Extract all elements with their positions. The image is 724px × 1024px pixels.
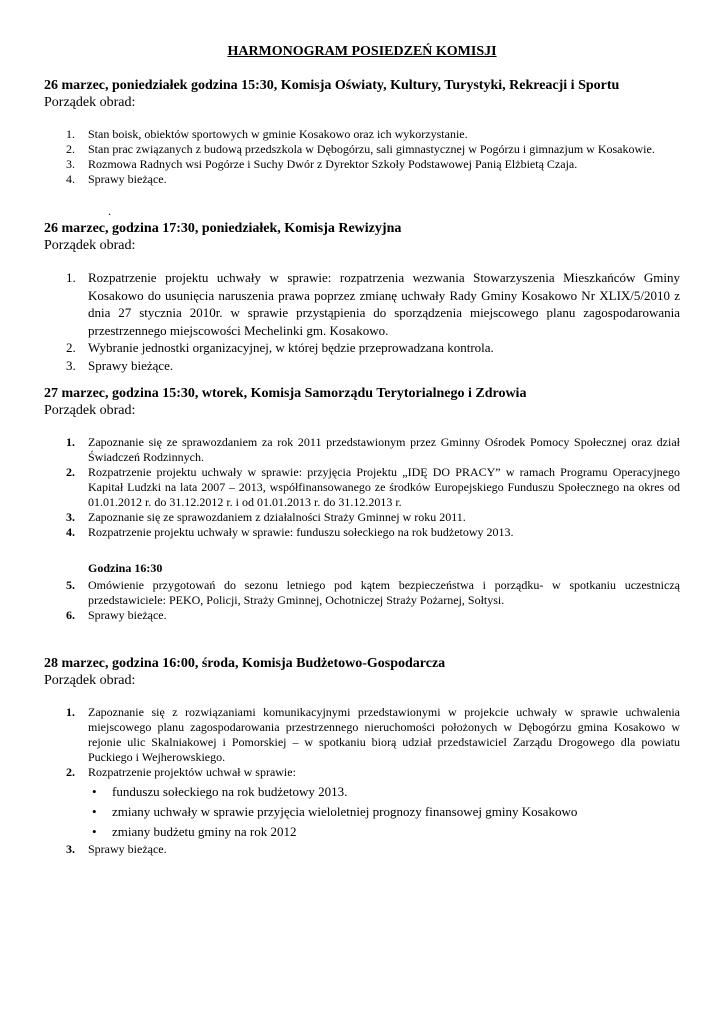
list-item: 5. Omówienie przygotowań do sezonu letniego pod kątem bezpieczeństwa i porządku- w spotkaniu uczestniczą przedstawiciele: PEKO, Policji, Straży Gminnej, Ochotniczej Straży Pożarnej, Sołtysi. (66, 578, 680, 607)
section-3-heading: 27 marzec, godzina 15:30, wtorek, Komisja Samorządu Terytorialnego i Zdrowia (44, 386, 527, 401)
list-item: 3. Rozmowa Radnych wsi Pogórze i Suchy Dwór z Dyrektor Szkoły Podstawowej Panią Elżbietą Czaja. (66, 157, 578, 171)
section-4-subheading: Porządek obrad: (44, 673, 136, 688)
bullet-item: • zmiany uchwały w sprawie przyjęcia wieloletniej prognozy finansowej gminy Kosakowo (88, 802, 680, 822)
section-3-list (44, 435, 680, 540)
section-2-subheading: Porządek obrad: (44, 238, 136, 253)
bullet-icon: • (92, 824, 97, 839)
list-item: 1. Stan boisk, obiektów sportowych w gminie Kosakowo oraz ich wykorzystanie. (66, 127, 468, 141)
list-item: 2. Rozpatrzenie projektu uchwały w sprawie: przyjęcia Projektu „IDĘ DO PRACY” w ramach Programu Operacyjnego Kapitał Ludzki na lata 2007 – 2013, współfinansowanego ze środków Europejskiego Funduszu Społecznego na okres od 01.01.2012 r. do 31.12.2012 r. i od 01.01.2013 r. do 31.12.2013 r. (66, 465, 680, 509)
section-3-list-continued (44, 578, 680, 623)
section-4-list (44, 705, 680, 857)
list-item: 2. Stan prac związanych z budową przedszkola w Dębogórzu, sali gimnastycznej w Pogórzu i gimnazjum w Kosakowie. (66, 142, 655, 156)
section-1-subheading: Porządek obrad: (44, 95, 136, 110)
document-title: HARMONOGRAM POSIEDZEŃ KOMISJI (227, 44, 497, 59)
bullet-icon: • (92, 784, 97, 799)
section-4-heading: 28 marzec, godzina 16:00, środa, Komisja Budżetowo-Gospodarcza (44, 656, 446, 671)
list-item: 4. Sprawy bieżące. (66, 172, 167, 186)
list-item: 3. Zapoznanie się ze sprawozdaniem z działalności Straży Gminnej w roku 2011. (66, 510, 466, 524)
list-item: 1. Zapoznanie się ze sprawozdaniem za rok 2011 przedstawionym przez Gminny Ośrodek Pomocy Społecznej oraz dział Świadczeń Rodzinnych. (66, 435, 680, 464)
stray-dot: . (108, 204, 111, 218)
list-item: 3. Sprawy bieżące. (66, 842, 167, 856)
list-item: 2. Wybranie jednostki organizacyjnej, w której będzie przeprowadzana kontrola. (66, 340, 494, 355)
time-label: Godzina 16:30 (88, 561, 163, 575)
list-item: 3. Sprawy bieżące. (66, 357, 174, 373)
list-item: 6. Sprawy bieżące. (66, 608, 167, 622)
bullet-item: • funduszu sołeckiego na rok budżetowy 2013. (88, 782, 680, 802)
section-1-heading: 26 marzec, poniedziałek godzina 15:30, Komisja Oświaty, Kultury, Turystyki, Rekreacji i Sportu (44, 78, 620, 93)
list-item: 1. Zapoznanie się z rozwiązaniami komunikacyjnymi przedstawionymi w projekcie uchwały w sprawie uchwalenia miejscowego planu zagospodarowania przestrzennego nieruchomości położonych w Dębogórzu gmina Kosakowo w rejonie ulic Skalniakowej i Pomorskiej – w spotkaniu biorą udział przedstawiciel Zarządu Drogowego dla powiatu Puckiego i Wejherowskiego. (66, 705, 680, 764)
list-item: 4. Rozpatrzenie projektu uchwały w sprawie: funduszu sołeckiego na rok budżetowy 2013. (66, 525, 514, 539)
bullet-item: • zmiany budżetu gminy na rok 2012 (88, 822, 680, 842)
bullet-icon: • (92, 804, 97, 819)
section-1-list (44, 127, 680, 187)
section-3-subheading: Porządek obrad: (44, 403, 136, 418)
list-item: 2. Rozpatrzenie projektów uchwał w sprawie: • funduszu sołeckiego na rok budżetowy 2013. • zmiany uchwały w sprawie przyjęcia wieloletniej prognozy finansowej gminy Kosakowo • zmiany budżetu gminy na rok 2012 (44, 765, 680, 842)
section-2-list (44, 269, 680, 374)
list-item: 1. Rozpatrzenie projektu uchwały w sprawie: rozpatrzenia wezwania Stowarzyszenia Mieszkańców Gminy Kosakowo do usunięcia naruszenia prawa poprzez zmianę uchwały Rady Gminy Kosakowo Nr XLIX/5/2010 z dnia 27 stycznia 2010r. w sprawie przystąpienia do sporządzenia miejscowego planu zagospodarowania przestrzennego miejscowości Mechelinki gm. Kosakowo. (66, 270, 680, 338)
section-2-heading: 26 marzec, godzina 17:30, poniedziałek, Komisja Rewizyjna (44, 221, 402, 236)
bullet-list (88, 782, 680, 842)
